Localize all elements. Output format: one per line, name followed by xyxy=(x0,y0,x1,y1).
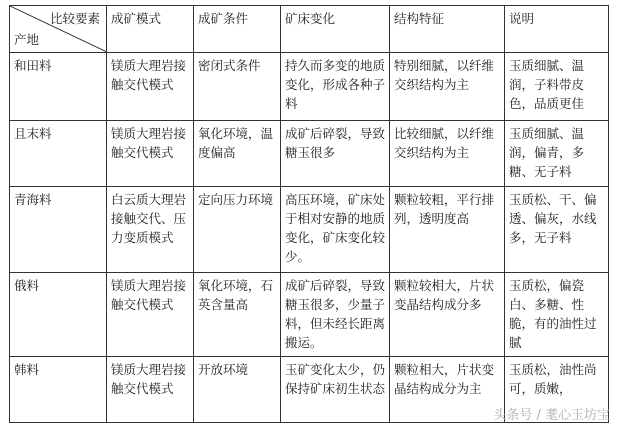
table-cell: 镁质大理岩接触交代模式 xyxy=(107,53,194,121)
table-cell: 比较细腻，以纤维交织结构为主 xyxy=(390,121,505,187)
column-header: 成矿条件 xyxy=(194,6,281,53)
table-cell: 特别细腻，以纤维交织结构为主 xyxy=(390,53,505,121)
header-corner-top: 比较要素 xyxy=(49,11,100,26)
table-row xyxy=(10,121,609,187)
table-cell: 玉质松，油性尚可，质嫩， xyxy=(505,357,609,423)
comparison-table xyxy=(9,5,609,423)
table-cell: 镁质大理岩接触交代模式 xyxy=(107,357,194,423)
table-cell: 白云质大理岩接触交代、压力变质模式 xyxy=(107,187,194,273)
table-cell: 成矿后碎裂，导致糖玉很多 xyxy=(281,121,390,187)
origin-cell: 韩料 xyxy=(10,357,107,423)
table-cell: 玉质松、干、偏透、偏灰，水线多，无子料 xyxy=(505,187,609,273)
table-cell: 氧化环境，温度偏高 xyxy=(194,121,281,187)
table-row xyxy=(10,187,609,273)
table-cell: 颗粒相大，片状变晶结构成分为主 xyxy=(390,357,505,423)
table-cell: 颗粒较相大，片状变晶结构成分多 xyxy=(390,273,505,357)
table-cell: 玉质松，偏瓷白、多糖、性脆，有的油性过腻 xyxy=(505,273,609,357)
origin-cell: 和田料 xyxy=(10,53,107,121)
column-header: 成矿模式 xyxy=(107,6,194,53)
table-cell: 玉质细腻、温润，偏青，多糖、无子料 xyxy=(505,121,609,187)
table-cell: 密闭式条件 xyxy=(194,53,281,121)
column-header: 说明 xyxy=(505,6,609,53)
column-header: 矿床变化 xyxy=(281,6,390,53)
diagonal-header-cell xyxy=(10,6,107,53)
watermark-text: 头条号 / 耄心玉坊宝 xyxy=(493,408,610,423)
table-cell: 镁质大理岩接触交代模式 xyxy=(107,273,194,357)
origin-cell: 青海料 xyxy=(10,187,107,273)
table-cell: 高压环境，矿床处于相对安静的地质变化，矿床变化较少。 xyxy=(281,187,390,273)
origin-cell: 且末料 xyxy=(10,121,107,187)
header-row xyxy=(10,6,609,53)
table-cell: 颗粒较粗，平行排列，透明度高 xyxy=(390,187,505,273)
table-cell: 玉质细腻、温润，子料带皮色，品质更佳 xyxy=(505,53,609,121)
table-cell: 镁质大理岩接触交代模式 xyxy=(107,121,194,187)
header-corner-bottom: 产地 xyxy=(14,32,40,47)
table-row xyxy=(10,53,609,121)
origin-cell: 俄料 xyxy=(10,273,107,357)
table-cell: 成矿后碎裂，导致糖玉很多，少量子料，但未经长距离搬运。 xyxy=(281,273,390,357)
table-cell: 开放环境 xyxy=(194,357,281,423)
table-cell: 玉矿变化太少，仍保持矿床初生状态 xyxy=(281,357,390,423)
table-cell: 持久而多变的地质变化，形成各种子料 xyxy=(281,53,390,121)
column-header: 结构特征 xyxy=(390,6,505,53)
table-cell: 定向压力环境 xyxy=(194,187,281,273)
table-cell: 氧化环境，石英含量高 xyxy=(194,273,281,357)
table-row xyxy=(10,273,609,357)
